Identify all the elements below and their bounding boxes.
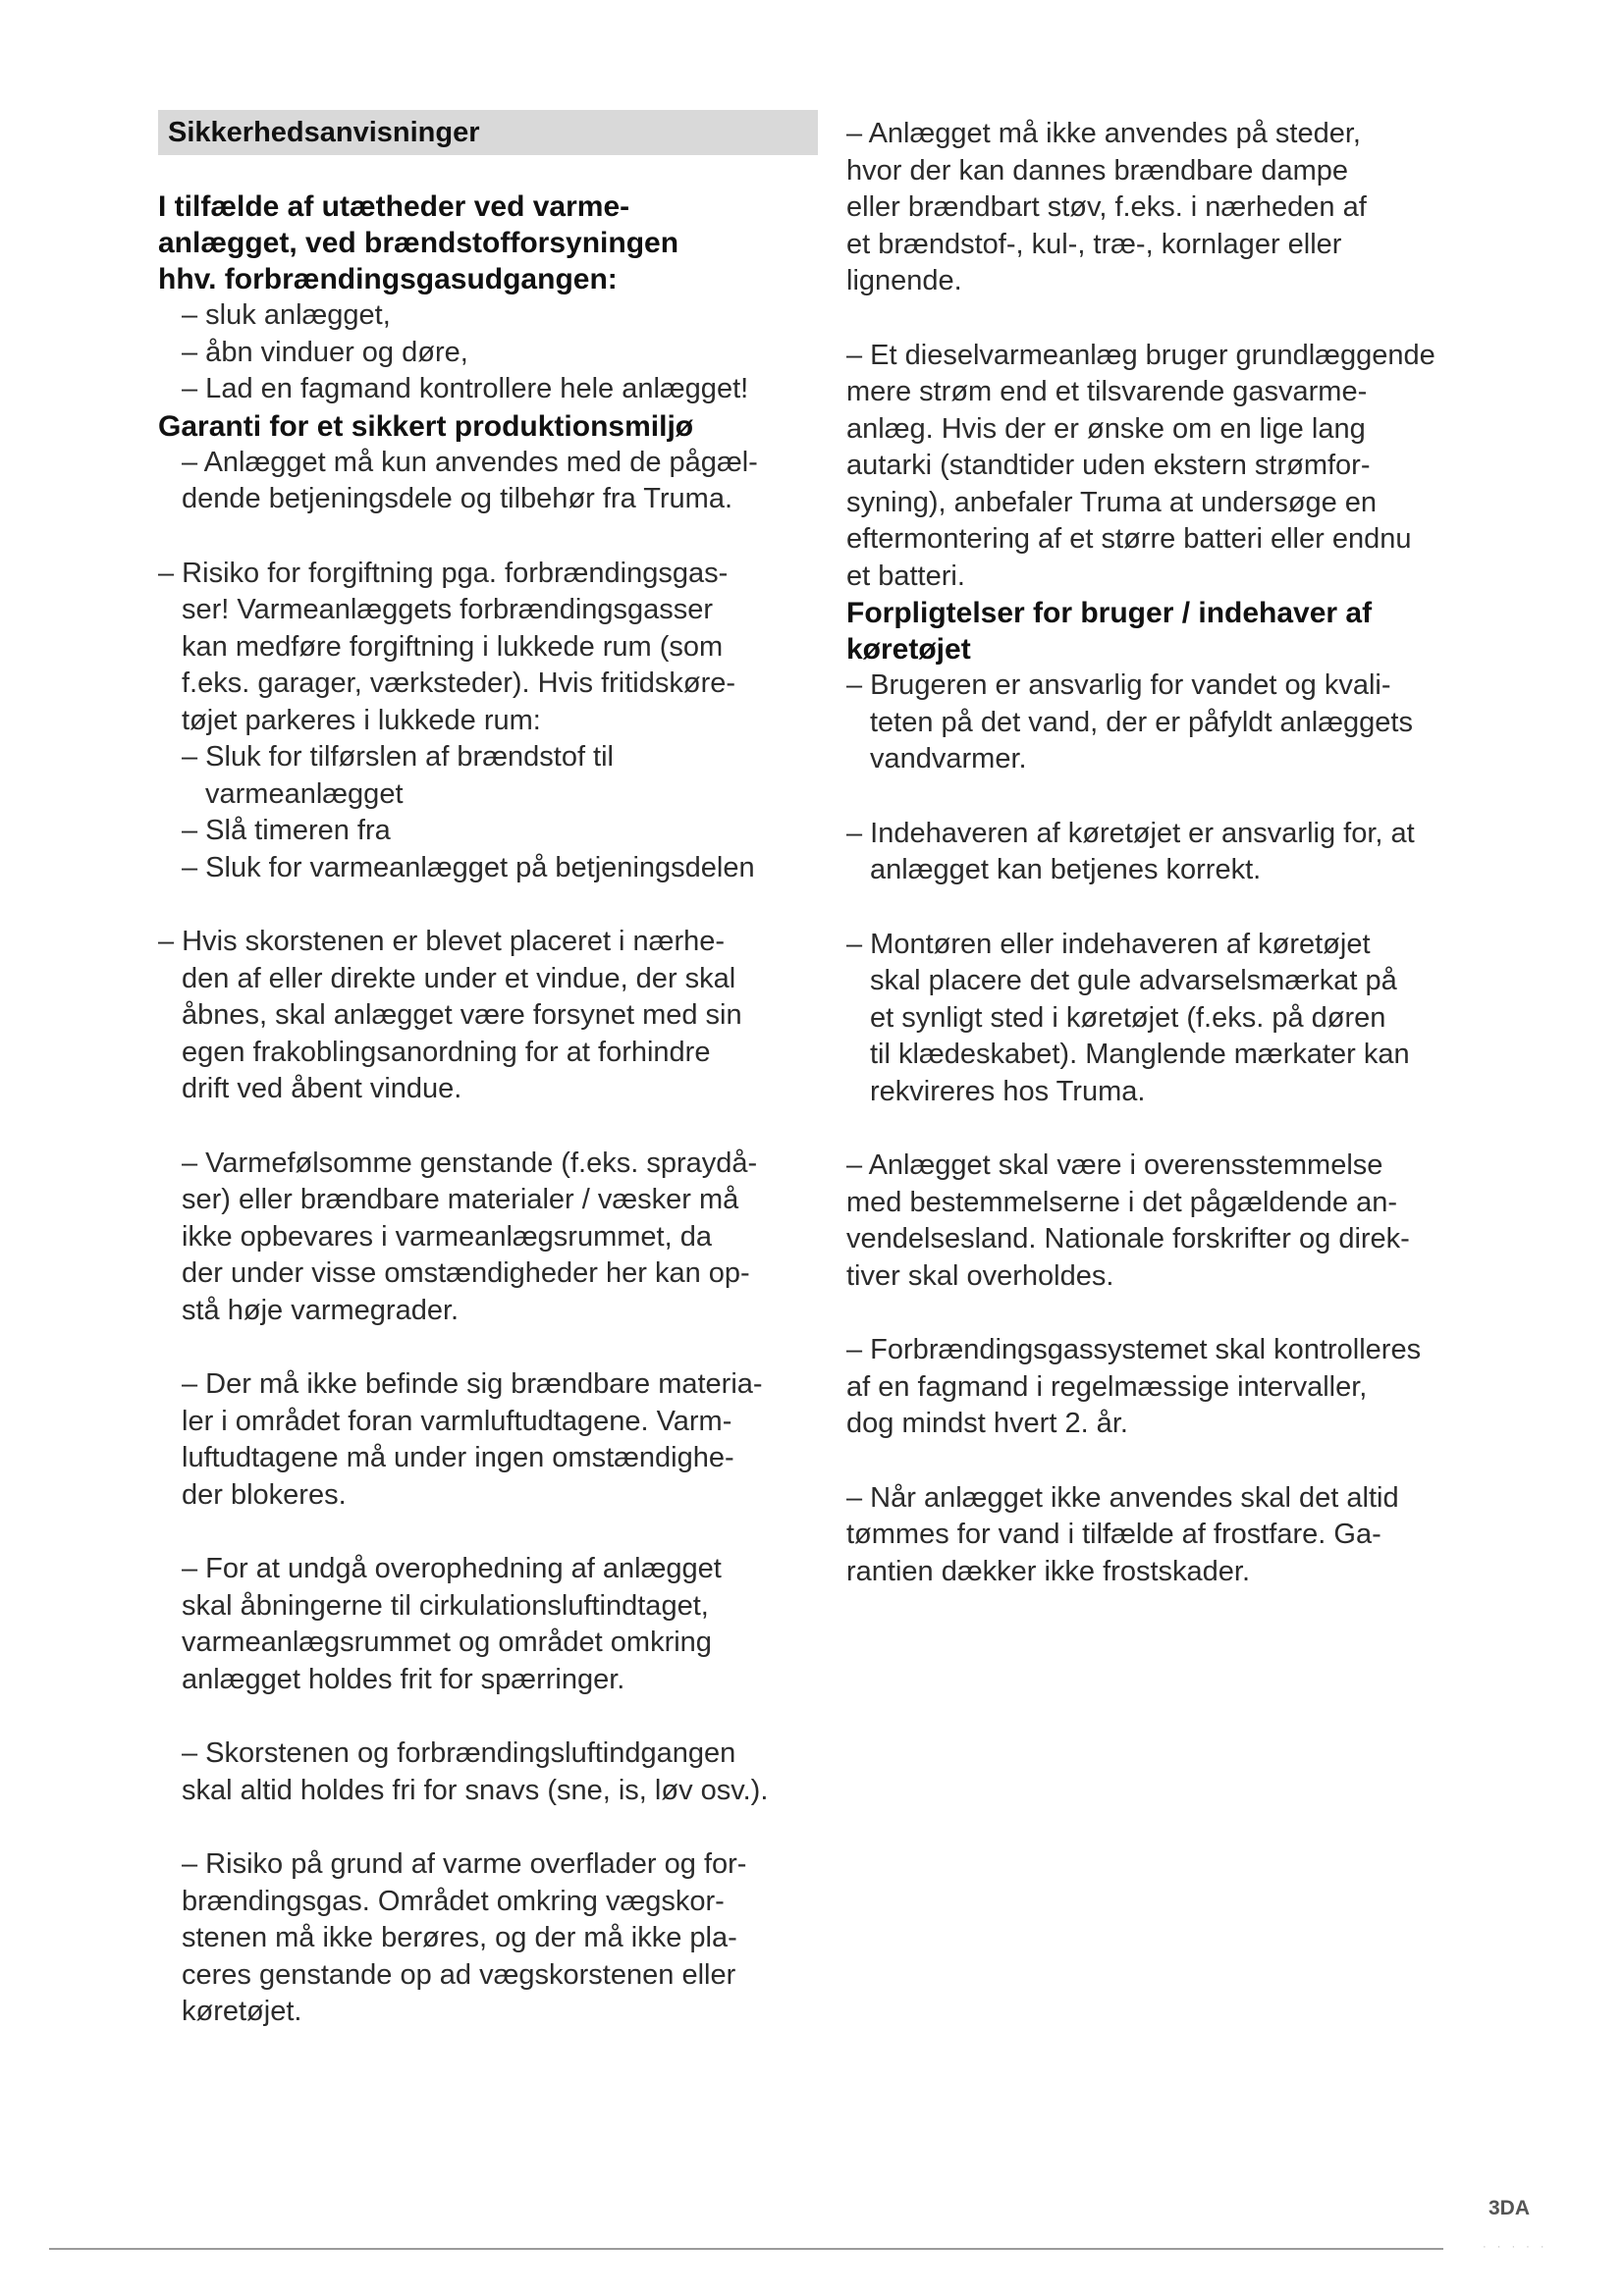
paragraph-overheating: – For at undgå overophedning af anlægget skal åbningerne til cirkulationsluftindtaget, varmeanlægsrummet og området omkring anlægget holdes frit for spærringer. bbox=[182, 1553, 722, 1695]
paragraph-frost: – Når anlægget ikke anvendes skal det altid tømmes for vand i tilfælde af frostfare. Ga- rantien dækker ikke frostskader. bbox=[846, 1481, 1399, 1587]
paragraph-chimney-window: – Hvis skorstenen er blevet placeret i nærhe- den af eller direkte under et vindue, der skal åbnes, skal anlægget være forsynet med sin egen frakoblingsanordning for at forhindre drift ved åbent vindue. bbox=[158, 926, 742, 1104]
list-item: – Slå timeren fra bbox=[182, 815, 391, 846]
list-item: – Sluk for tilførslen af brændstof til varmeanlægget bbox=[182, 741, 614, 810]
list-item: – Lad en fagmand kontrollere hele anlægget! bbox=[182, 373, 749, 404]
heading-guarantee: Garanti for et sikkert produktionsmiljø bbox=[158, 409, 694, 443]
footer-marks: · · · · · bbox=[1483, 2241, 1548, 2253]
paragraph-poisoning-risk: – Risiko for forgiftning pga. forbrændingsgas- ser! Varmeanlæggets forbrændingsgasser kan medføre forgiftning i lukkede rum (som f.eks. garager, værksteder). Hvis fritidskøre- tøjet parkeres i lukkede rum: bbox=[158, 557, 736, 736]
paragraph-national-regulations: – Anlægget skal være i overensstemmelse med bestemmelserne i det pågældende an- vendelsesland. Nationale forskrifter og direk- tiver skal overholdes. bbox=[846, 1149, 1410, 1292]
paragraph-owner-operation: – Indehaveren af køretøjet er ansvarlig for, at anlægget kan betjenes korrekt. bbox=[846, 817, 1415, 885]
paragraph-warning-label: – Montøren eller indehaveren af køretøjet skal placere det gule advarselsmærkat på et synligt sted i køretøjet (f.eks. på døren til klædeskabet). Manglende mærkater kan rekvireres hos Truma. bbox=[846, 928, 1410, 1107]
poisoning-steps-list bbox=[158, 739, 818, 886]
section-title: Sikkerhedsanvisninger bbox=[158, 110, 818, 155]
page-number: 3DA bbox=[1489, 2197, 1531, 2219]
paragraph-operating-parts: – Anlægget må kun anvendes med de pågæl- dende betjeningsdele og tilbehør fra Truma. bbox=[182, 446, 758, 514]
paragraph-flammable-materials: – Der må ikke befinde sig brændbare materia- ler i området foran varmluftudtagene. Varm- luftudtagene må under ingen omstændighe- der blokeres. bbox=[182, 1368, 763, 1511]
paragraph-flammable-vapours: – Anlægget må ikke anvendes på steder, hvor der kan dannes brændbare dampe eller brændbart støv, f.eks. i nærheden af et brændstof-, kul-, træ-, kornlager eller lignende. bbox=[846, 118, 1367, 296]
paragraph-dirt: – Skorstenen og forbrændingsluftindgangen skal altid holdes fri for snavs (sne, is, løv osv.). bbox=[182, 1737, 769, 1806]
list-item: – sluk anlægget, bbox=[182, 299, 391, 331]
left-column bbox=[158, 110, 818, 2031]
heading-leaks: I tilfælde af utætheder ved varme- anlægget, ved brændstofforsyningen hhv. forbrændingsgasudgangen: bbox=[158, 190, 679, 295]
heading-obligations: Forpligtelser for bruger / indehaver af køretøjet bbox=[846, 597, 1373, 666]
paragraph-inspection: – Forbrændingsgassystemet skal kontrolleres af en fagmand i regelmæssige intervaller, dog mindst hvert 2. år. bbox=[846, 1334, 1422, 1439]
list-item: – Sluk for varmeanlægget på betjeningsdelen bbox=[182, 851, 755, 883]
paragraph-diesel-power: – Et dieselvarmeanlæg bruger grundlæggende mere strøm end et tilsvarende gasvarme- anlæg. Hvis der er ønske om en lige lang autarki (standtider uden ekstern strømfor- syning), anbefaler Truma at undersøge en eftermontering af et større batteri eller endnu et batteri. bbox=[846, 339, 1435, 592]
paragraph-heat-sensitive: – Varmefølsomme genstande (f.eks. spraydå- ser) eller brændbare materialer / væsker må ikke opbevares i varmeanlægsrummet, da der under visse omstændigheder her kan op- stå høje varmegrader. bbox=[182, 1147, 758, 1326]
leak-steps-list bbox=[158, 297, 818, 408]
list-item: – åbn vinduer og døre, bbox=[182, 336, 468, 368]
paragraph-hot-surfaces: – Risiko på grund af varme overflader og for- brændingsgas. Området omkring vægskor- stenen må ikke berøres, og der må ikke pla- ceres genstande op ad vægskorstenen eller køretøjet. bbox=[182, 1848, 747, 2027]
footer-divider bbox=[49, 2248, 1443, 2250]
right-column bbox=[846, 110, 1534, 1590]
paragraph-user-water: – Brugeren er ansvarlig for vandet og kvali- teten på det vand, der er påfyldt anlæggets vandvarmer. bbox=[846, 669, 1413, 774]
